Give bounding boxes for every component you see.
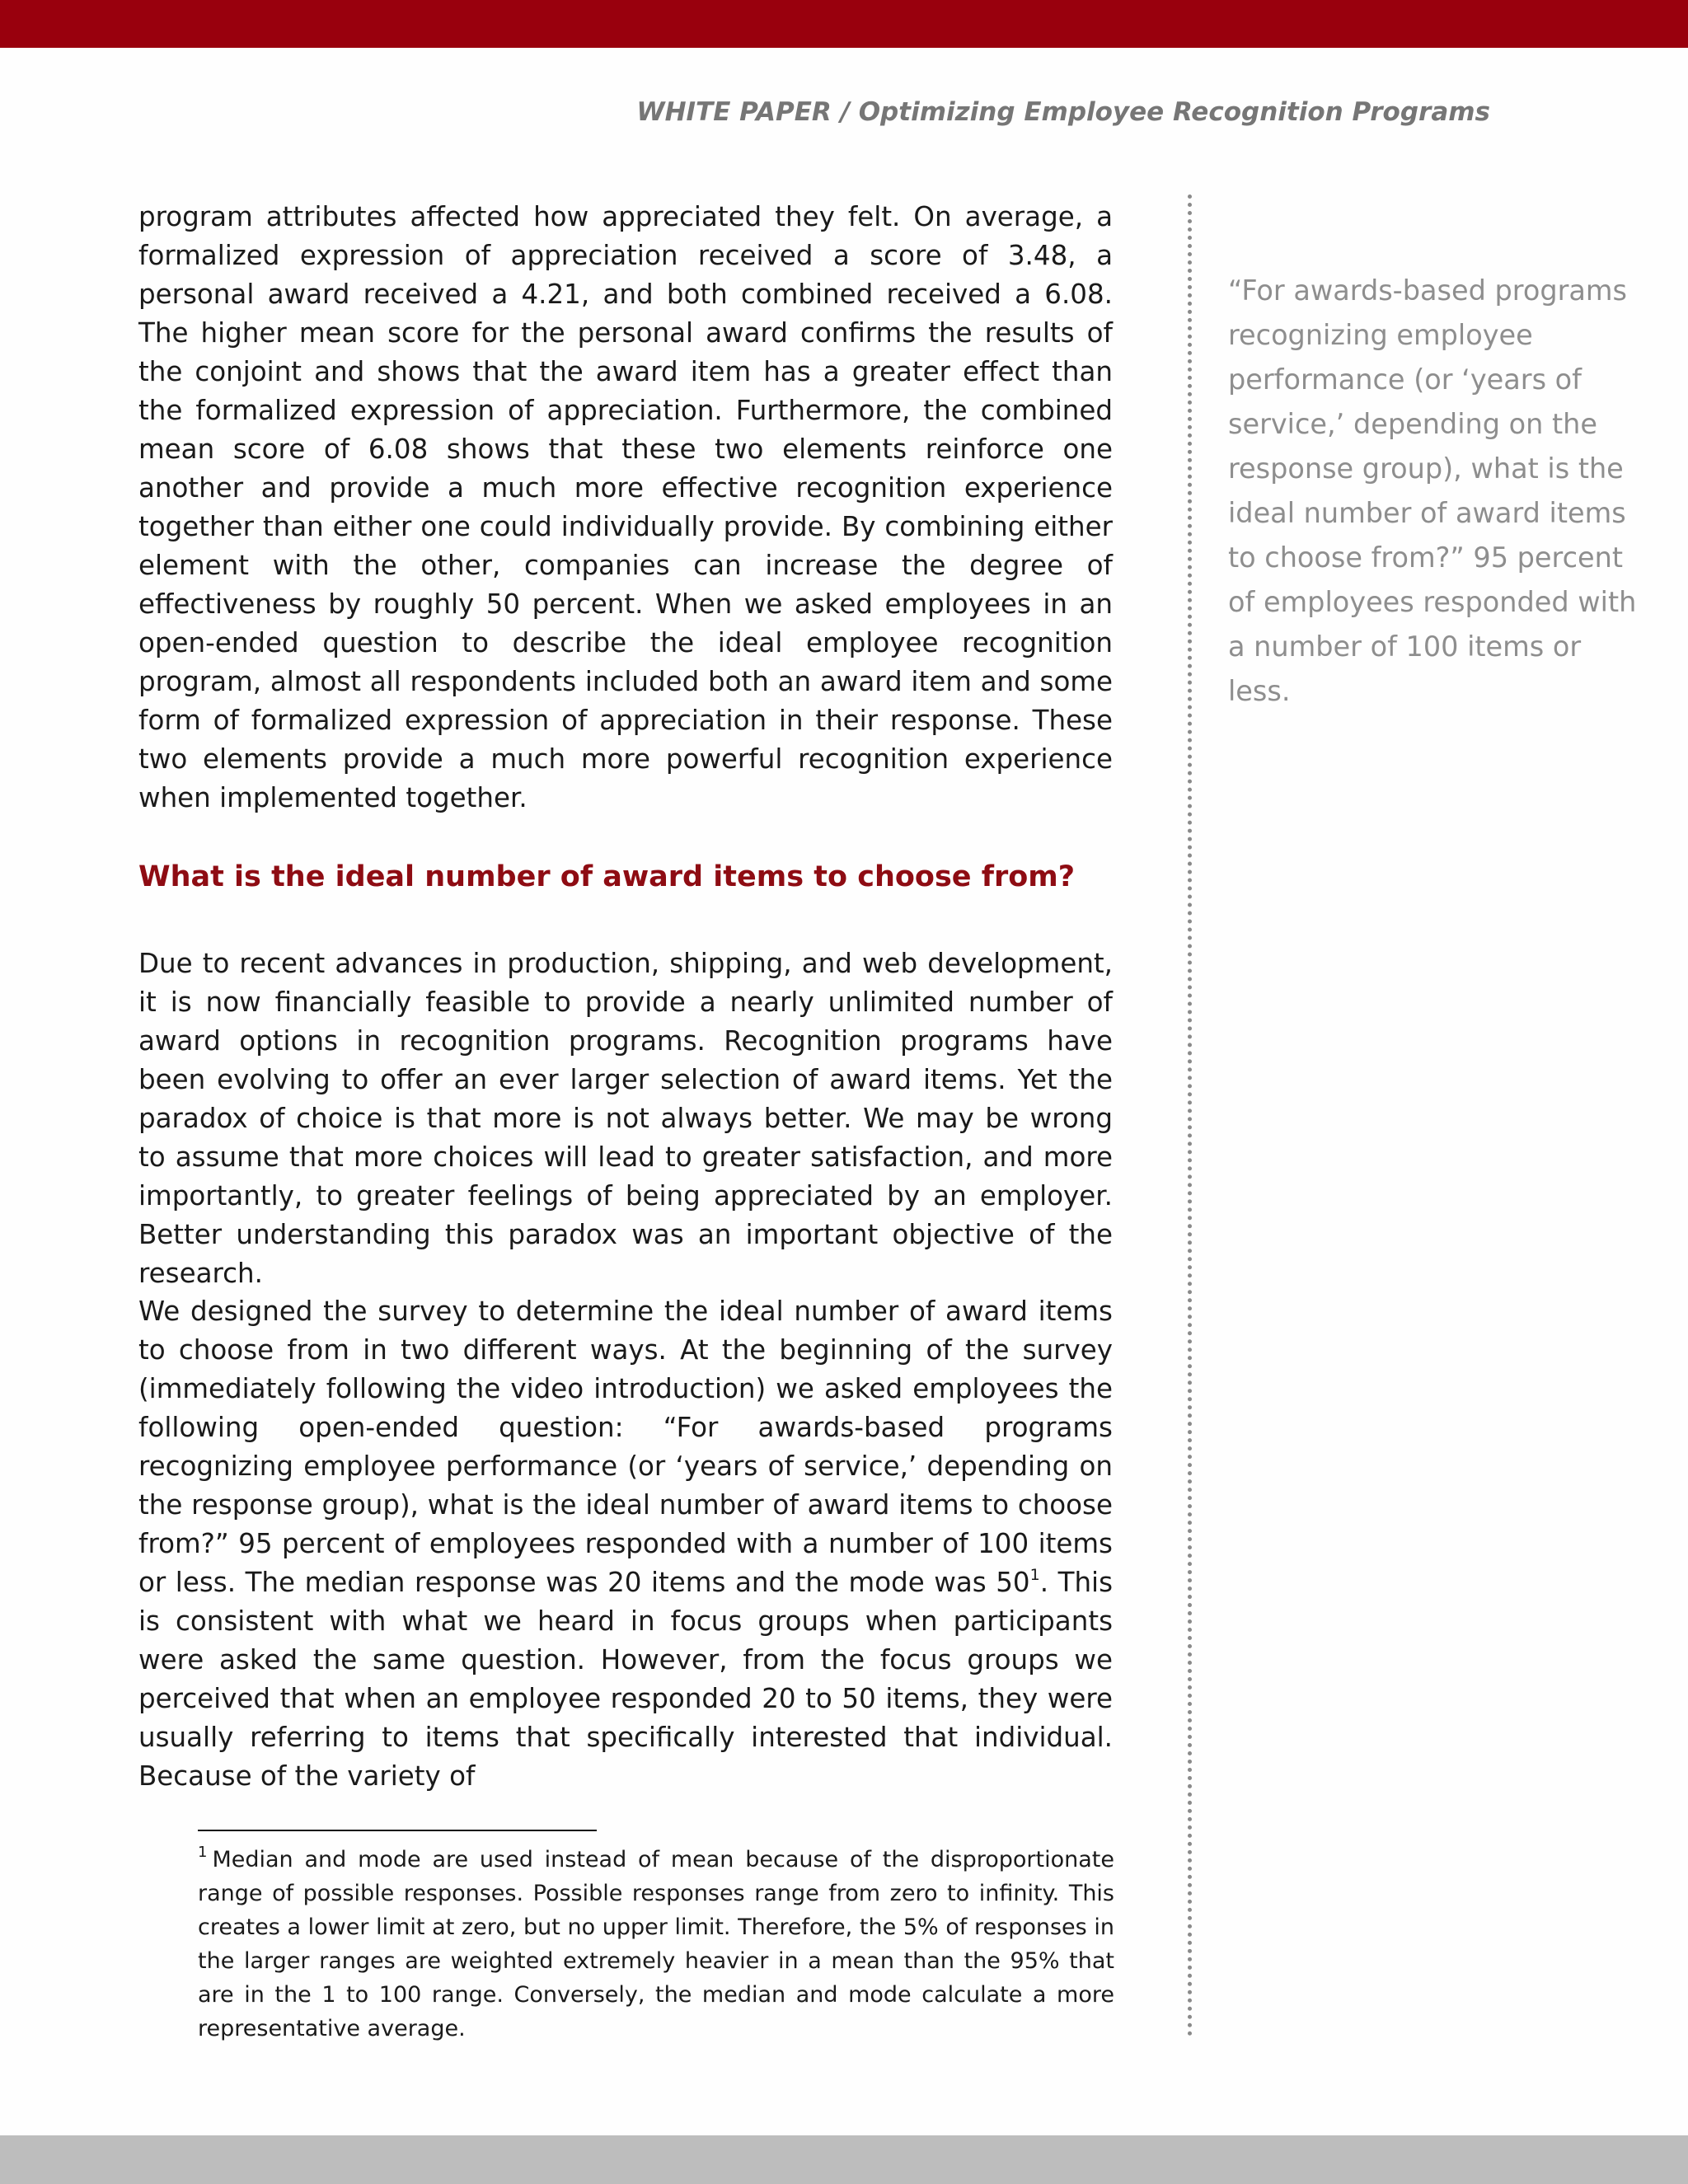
footnote-reference[interactable]: 1 bbox=[1029, 1566, 1040, 1584]
section-heading: What is the ideal number of award items to choose from? bbox=[138, 860, 1076, 893]
main-column bbox=[138, 198, 1114, 1792]
footnote-marker: 1 bbox=[198, 1844, 208, 1861]
pull-quote: “For awards-based programs recognizing employee performance (or ‘years of service,’ depending on the response group), what is the ideal number of award items to choose from?” 95 percent of employees responded with a number of 100 items or less. bbox=[1228, 274, 1637, 707]
body-paragraph-2: Due to recent advances in production, shipping, and web development, it is now financially feasible to provide a nearly unlimited number of award options in recognition programs. Recognition programs have been evolving to offer an ever larger selection of award items. Yet the paradox of choice is that more is not always better. We may be wrong to assume that more choices will lead to greater satisfaction, and more importantly, to greater feelings of being appreciated by an employer. Better understanding this paradox was an important objective of the research. bbox=[138, 948, 1113, 1289]
footnote-text: Median and mode are used instead of mean because of the disproportionate range of possible responses. Possible responses range from zero to infinity. This creates a lower limit at zero, but no upper limit. Therefore, the 5% of responses in the larger ranges are weighted extremely heavier in a mean than the 95% that are in the 1 to 100 range. Conversely, the median and mode calculate a more representative average. bbox=[198, 1847, 1114, 2041]
body-paragraph-1: program attributes affected how appreciated they felt. On average, a formalized expression of appreciation received a score of 3.48, a personal award received a 4.21, and both combined received a 6.08. The higher mean score for the personal award confirms the results of the conjoint and shows that the award item has a greater effect than the formalized expression of appreciation. Furthermore, the combined mean score of 6.08 shows that these two elements reinforce one another and provide a much more effective recognition experience together than either one could individually provide. By combining either element with the other, companies can increase the degree of effectiveness by roughly 50 percent. When we asked employees in an open-ended question to describe the ideal employee recognition program, almost all respondents included both an award item and some form of formalized expression of appreciation in their response. These two elements provide a much more powerful recognition experience when implemented together. bbox=[138, 201, 1113, 813]
body-paragraph-3 bbox=[138, 1292, 1113, 1796]
footnote bbox=[198, 1843, 1114, 2046]
running-header: WHITE PAPER / Optimizing Employee Recognition Programs bbox=[636, 97, 1490, 127]
top-accent-bar bbox=[0, 0, 1688, 48]
column-divider bbox=[1188, 194, 1192, 2037]
paragraph-3-text-a: We designed the survey to determine the ideal number of award items to choose from in two different ways. At the beginning of the survey (immediately following the video introduction) we asked employees the following open-ended question: “For awards-based programs recognizing employee performance (or ‘years of service,’ depending on the response group), what is the ideal number of award items to choose from?” 95 percent of employees responded with a number of 100 items or less. The median response was 20 items and the mode was 50 bbox=[138, 1296, 1113, 1598]
footnote-separator bbox=[198, 1830, 597, 1831]
paragraph-3-text-b: . This is consistent with what we heard in focus groups when participants were asked the same question. However, from the focus groups we perceived that when an employee responded 20 to 50 items, they were usually referring to items that specifically interested that individual. Because of the variety of bbox=[138, 1567, 1114, 1792]
bottom-footer-bar bbox=[0, 2135, 1688, 2184]
